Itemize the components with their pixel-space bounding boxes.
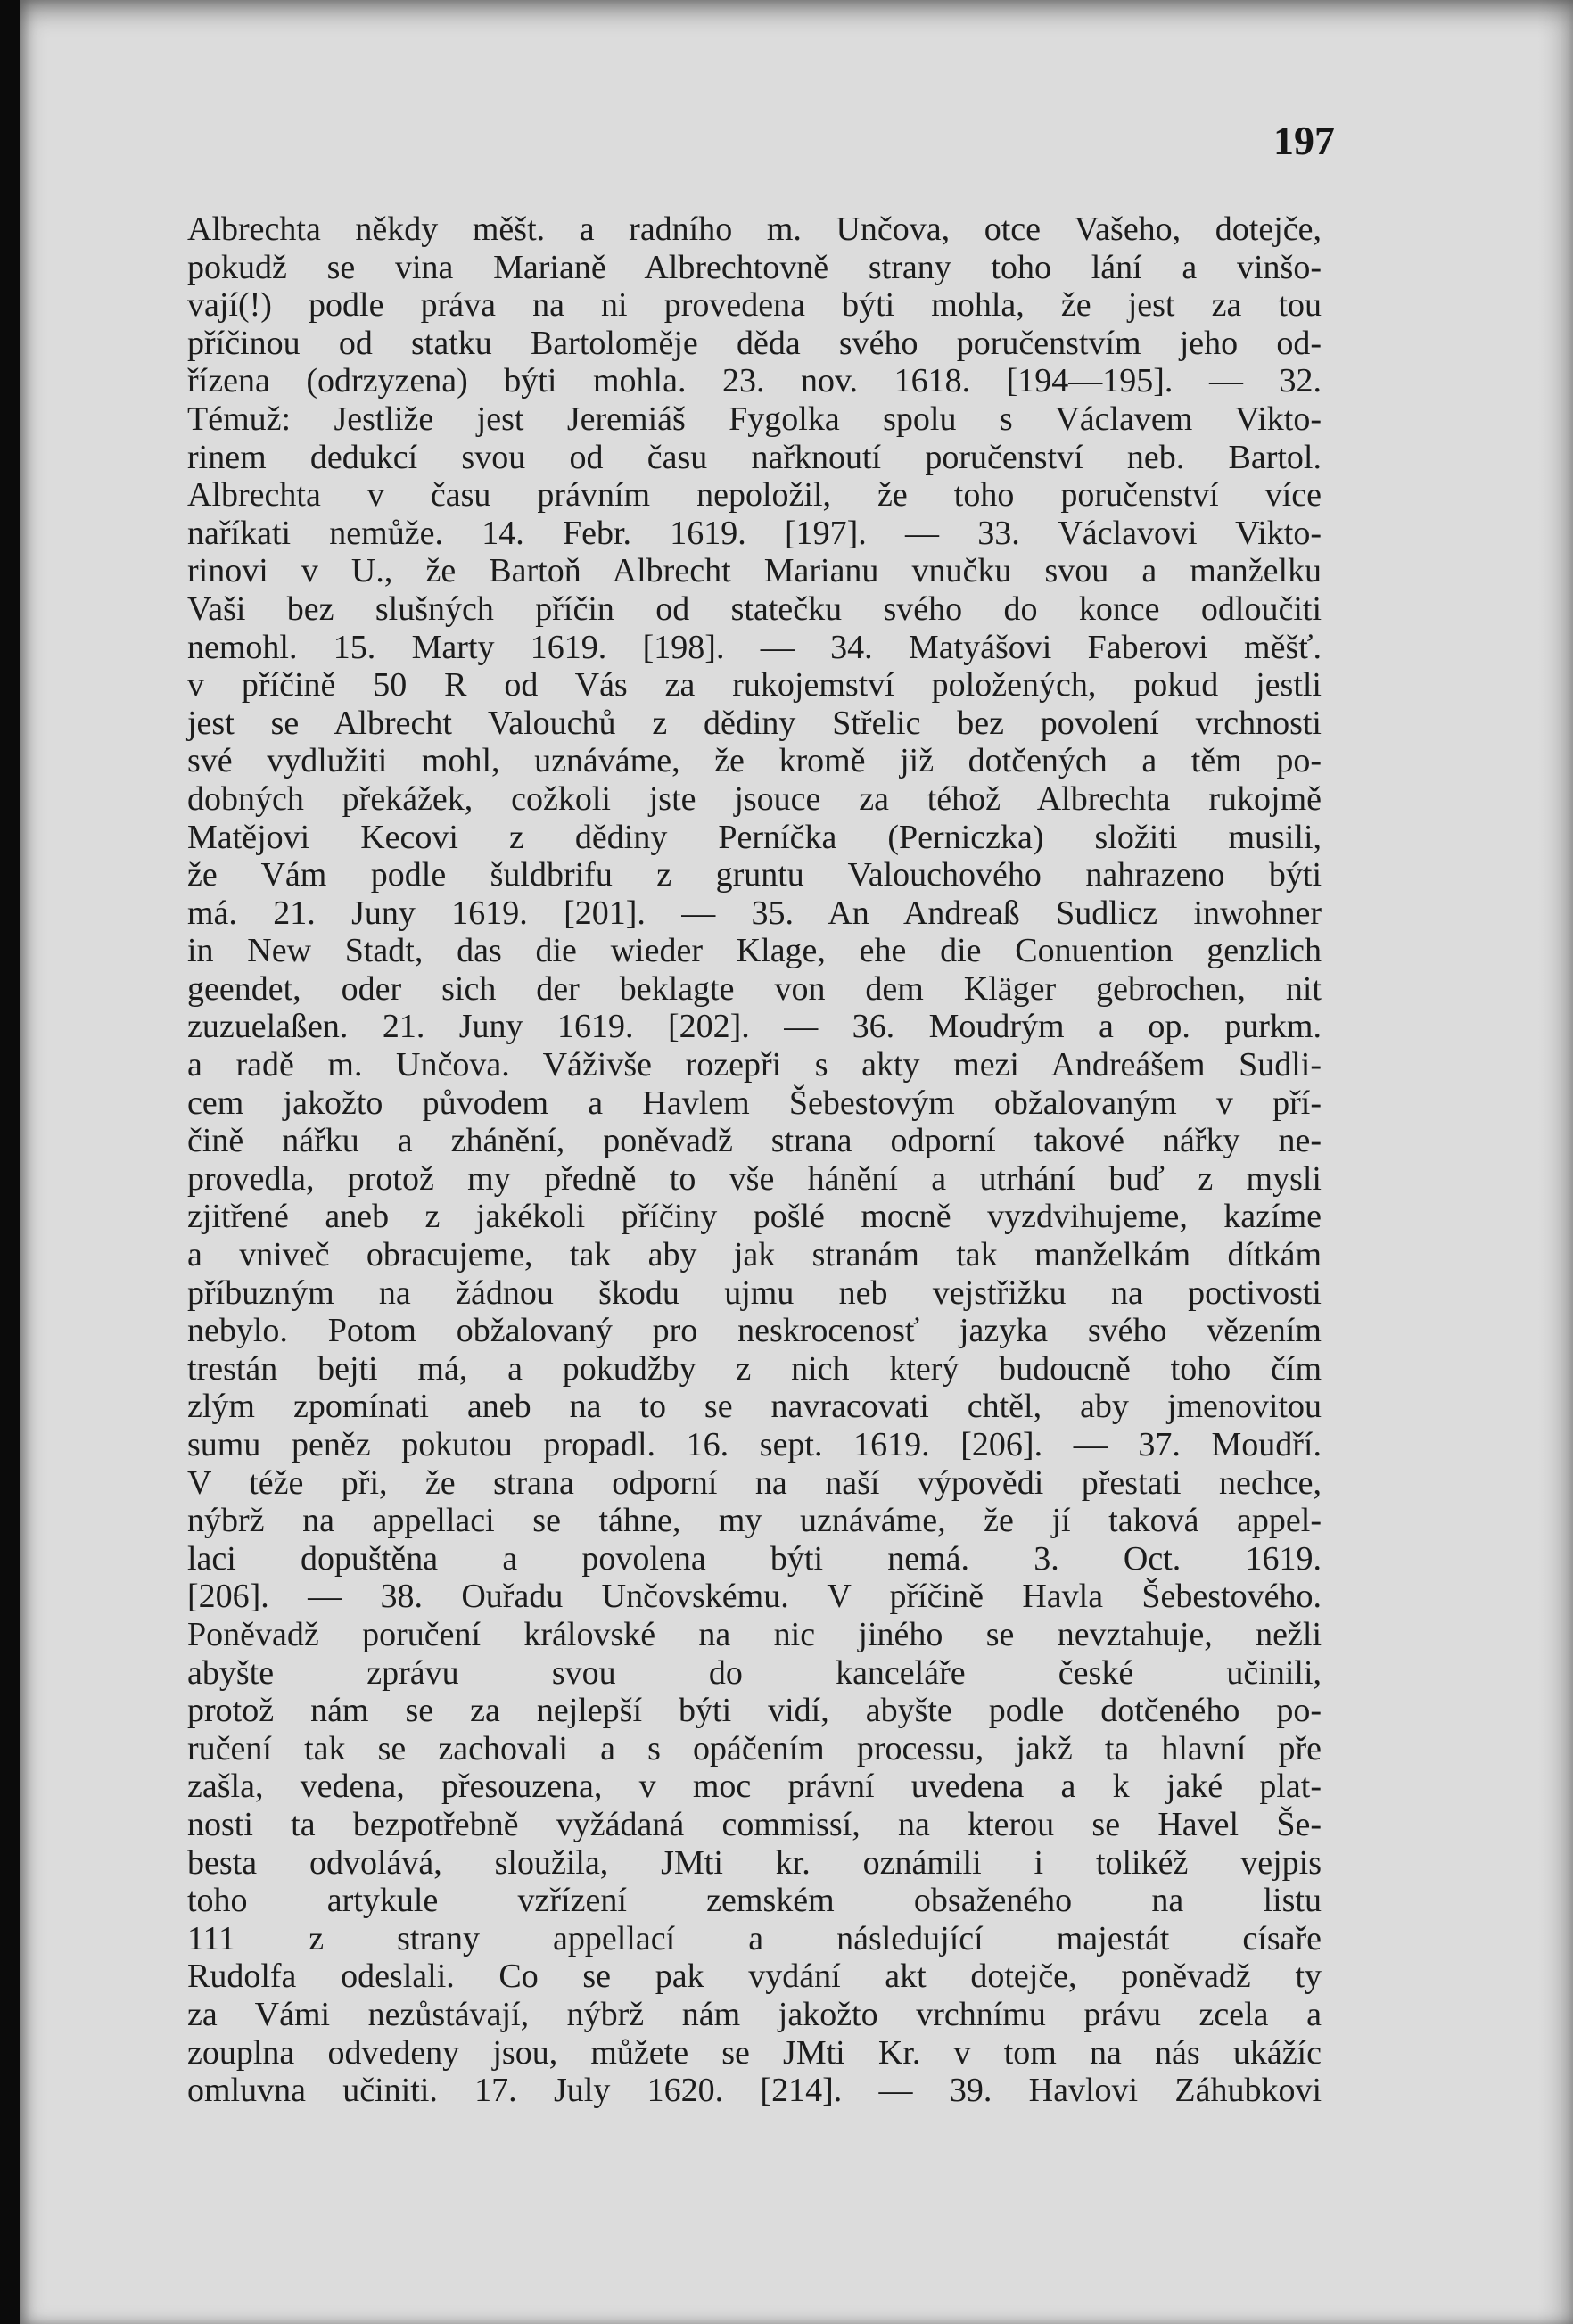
- text-line: nemohl. 15. Marty 1619. [198]. — 34. Matyášovi Faberovi měšť.: [187, 628, 1322, 666]
- text-line: dobných překážek, cožkoli jste jsouce za téhož Albrechta rukojmě: [187, 779, 1322, 818]
- text-line: omluvna učiniti. 17. July 1620. [214]. — 39. Havlovi Záhubkovi: [187, 2072, 1322, 2110]
- text-line: 111 z strany appellací a následující majestát císaře: [187, 1919, 1322, 1957]
- text-line: Matějovi Kecovi z dědiny Perníčka (Perniczka) složiti musili,: [187, 818, 1322, 856]
- text-line: pokudž se vina Marianě Albrechtovně strany toho lání a vinšo-: [187, 248, 1322, 286]
- text-line: ručení tak se zachovali a s opáčením processu, jakž ta hlavní pře: [187, 1729, 1322, 1768]
- text-line: Vaši bez slušných příčin od statečku svého do konce odloučiti: [187, 589, 1322, 628]
- text-line: besta odvolává, sloužila, JMti kr. oznámili i tolikéž vejpis: [187, 1843, 1322, 1882]
- text-line: Rudolfa odeslali. Co se pak vydání akt dotejče, poněvadž ty: [187, 1957, 1322, 1996]
- text-line: v příčině 50 R od Vás za rukojemství položených, pokud jestli: [187, 666, 1322, 705]
- body-text: [187, 210, 1322, 2110]
- book-page: [20, 0, 1573, 2324]
- text-line: že Vám podle šuldbrifu z gruntu Valouchového nahrazeno býti: [187, 856, 1322, 894]
- page-number: 197: [1273, 118, 1335, 163]
- text-line: má. 21. Juny 1619. [201]. — 35. An Andreaß Sudlicz inwohner: [187, 894, 1322, 932]
- text-line: a radě m. Unčova. Váživše rozepři s akty mezi Andreášem Sudli-: [187, 1046, 1322, 1084]
- page-edge-shadow: [1537, 0, 1573, 2324]
- text-line: Témuž: Jestliže jest Jeremiáš Fygolka spolu s Václavem Vikto-: [187, 400, 1322, 438]
- text-line: příčinou od statku Bartoloměje děda svého poručenstvím jeho od-: [187, 324, 1322, 362]
- text-line: a vniveč obracujeme, tak aby jak stranám tak manželkám dítkám: [187, 1236, 1322, 1274]
- text-line: řízena (odrzyzena) býti mohla. 23. nov. 1618. [194—195]. — 32.: [187, 362, 1322, 400]
- text-line: geendet, oder sich der beklagte von dem Kläger gebrochen, nit: [187, 969, 1322, 1008]
- text-line: jest se Albrecht Valouchů z dědiny Střelic bez povolení vrchnosti: [187, 704, 1322, 742]
- text-line: čině nářku a zhánění, poněvadž strana odporní takové nářky ne-: [187, 1122, 1322, 1160]
- text-line: laci dopuštěna a povolena býti nemá. 3. Oct. 1619.: [187, 1539, 1322, 1578]
- text-line: sumu peněz pokutou propadl. 16. sept. 1619. [206]. — 37. Moudří.: [187, 1426, 1322, 1463]
- text-line: cem jakožto původem a Havlem Šebestovým obžalovaným v pří-: [187, 1084, 1322, 1122]
- text-line: [206]. — 38. Ouřadu Unčovskému. V příčině Havla Šebestového.: [187, 1578, 1322, 1616]
- text-line: Albrechta v času právním nepoložil, že toho poručenství více: [187, 476, 1322, 515]
- text-line: protož nám se za nejlepší býti vidí, abyšte podle dotčeného po-: [187, 1692, 1322, 1730]
- text-line: nosti ta bezpotřebně vyžádaná commissí, na kterou se Havel Še-: [187, 1805, 1322, 1843]
- text-line: nebylo. Potom obžalovaný pro neskrocenosť jazyka svého vězením: [187, 1312, 1322, 1350]
- text-line: příbuzným na žádnou škodu ujmu neb vejstřižku na poctivosti: [187, 1273, 1322, 1312]
- text-line: své vydlužiti mohl, uznáváme, že kromě již dotčených a těm po-: [187, 742, 1322, 780]
- text-line: Albrechta někdy měšt. a radního m. Unčova, otce Vašeho, dotejče,: [187, 210, 1322, 248]
- text-line: abyšte zprávu svou do kanceláře české učinili,: [187, 1653, 1322, 1692]
- text-line: in New Stadt, das die wieder Klage, ehe die Conuention genzlich: [187, 932, 1322, 970]
- text-line: naříkati nemůže. 14. Febr. 1619. [197]. — 33. Václavovi Vikto-: [187, 514, 1322, 552]
- text-line: toho artykule vzřízení zemském obsaženého na listu: [187, 1882, 1322, 1920]
- text-line: vají(!) podle práva na ni provedena býti mohla, že jest za tou: [187, 286, 1322, 325]
- text-line: zašla, vedena, přesouzena, v moc právní uvedena a k jaké plat-: [187, 1768, 1322, 1806]
- text-line: zlým zpomínati aneb na to se navracovati chtěl, aby jmenovitou: [187, 1388, 1322, 1426]
- text-line: rinovi v U., že Bartoň Albrecht Marianu vnučku svou a manželku: [187, 552, 1322, 590]
- text-line: Poněvadž poručení královské na nic jiného se nevztahuje, nežli: [187, 1615, 1322, 1653]
- text-line: V téže při, že strana odporní na naší výpovědi přestati nechce,: [187, 1463, 1322, 1502]
- text-line: nýbrž na appellaci se táhne, my uznáváme, že jí taková appel-: [187, 1502, 1322, 1540]
- text-line: zouplna odvedeny jsou, můžete se JMti Kr. v tom na nás ukážíc: [187, 2033, 1322, 2072]
- text-line: provedla, protož my předně to vše hánění a utrhání buď z mysli: [187, 1159, 1322, 1198]
- text-line: trestán bejti má, a pokudžby z nich který budoucně toho čím: [187, 1349, 1322, 1388]
- text-line: zjitřené aneb z jakékoli příčiny pošlé mocně vyzdvihujeme, kazíme: [187, 1198, 1322, 1236]
- text-line: rinem dedukcí svou od času nařknoutí poručenství neb. Bartol.: [187, 438, 1322, 476]
- text-line: za Vámi nezůstávají, nýbrž nám jakožto vrchnímu právu zcela a: [187, 1995, 1322, 2033]
- text-line: zuzuelaßen. 21. Juny 1619. [202]. — 36. Moudrým a op. purkm.: [187, 1008, 1322, 1046]
